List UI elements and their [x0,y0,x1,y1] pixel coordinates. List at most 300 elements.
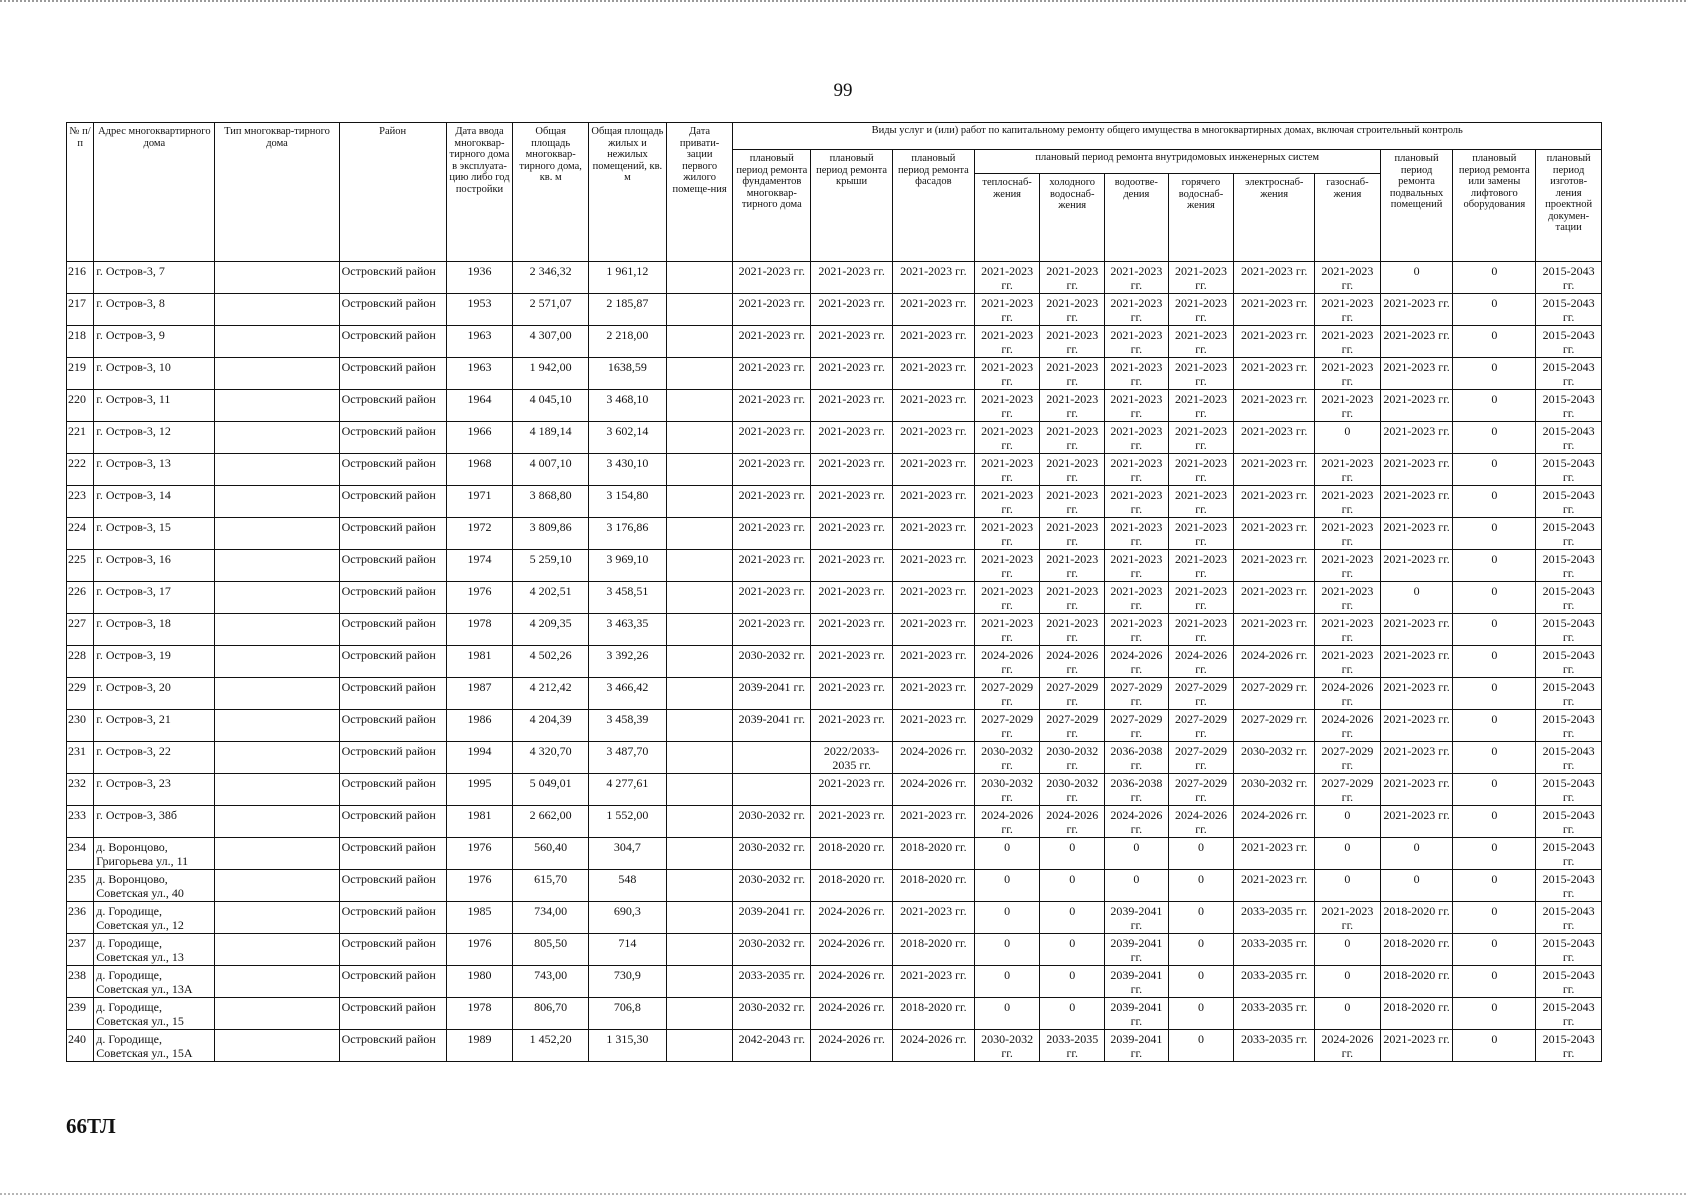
cell-roof: 2018-2020 гг. [811,870,893,902]
cell-no: 237 [67,934,94,966]
cell-design: 2015-2043 гг. [1536,838,1602,870]
table-row [67,422,1602,454]
cell-design: 2015-2043 гг. [1536,582,1602,614]
cell-type [215,870,339,902]
cell-elec: 2021-2023 гг. [1234,870,1315,902]
header-type: Тип многоквар-тирного дома [215,123,339,262]
cell-type [215,582,339,614]
cell-roof: 2021-2023 гг. [811,486,893,518]
cell-facade: 2021-2023 гг. [892,390,974,422]
cell-lift: 0 [1453,518,1536,550]
cell-foundation: 2021-2023 гг. [733,326,811,358]
cell-design: 2015-2043 гг. [1536,518,1602,550]
cell-address: г. Остров-3, 16 [94,550,215,582]
cell-cold: 2021-2023 гг. [1040,326,1105,358]
cell-hot: 2024-2026 гг. [1168,646,1234,678]
cell-priv [666,902,733,934]
cell-basement: 2021-2023 гг. [1380,614,1453,646]
cell-heat: 2024-2026 гг. [974,646,1040,678]
cell-facade: 2021-2023 гг. [892,262,974,294]
cell-address: д. Городище, Советская ул., 15А [94,1030,215,1062]
cell-district: Островский район [339,550,446,582]
table-row [67,614,1602,646]
cell-address: г. Остров-3, 13 [94,454,215,486]
cell-design: 2015-2043 гг. [1536,422,1602,454]
cell-facade: 2024-2026 гг. [892,742,974,774]
cell-roof: 2024-2026 гг. [811,934,893,966]
cell-drain: 2036-2038 гг. [1105,774,1169,806]
cell-gas: 2021-2023 гг. [1315,518,1381,550]
cell-cold: 2021-2023 гг. [1040,486,1105,518]
cell-facade: 2021-2023 гг. [892,454,974,486]
cell-hot: 0 [1168,934,1234,966]
cell-gas: 2021-2023 гг. [1315,550,1381,582]
cell-basement: 2021-2023 гг. [1380,518,1453,550]
cell-gas: 2021-2023 гг. [1315,902,1381,934]
footer-code: 66ТЛ [66,1114,116,1138]
cell-elec: 2033-2035 гг. [1234,1030,1315,1062]
cell-foundation: 2021-2023 гг. [733,582,811,614]
cell-total: 3 809,86 [513,518,589,550]
cell-cold: 2030-2032 гг. [1040,774,1105,806]
cell-lift: 0 [1453,550,1536,582]
cell-drain: 2024-2026 гг. [1105,806,1169,838]
cell-basement: 2021-2023 гг. [1380,454,1453,486]
cell-foundation [733,774,811,806]
cell-lift: 0 [1453,1030,1536,1062]
cell-roof: 2021-2023 гг. [811,294,893,326]
cell-total: 560,40 [513,838,589,870]
cell-priv [666,646,733,678]
cell-basement: 2021-2023 гг. [1380,646,1453,678]
cell-no: 235 [67,870,94,902]
cell-foundation: 2021-2023 гг. [733,614,811,646]
cell-elec: 2021-2023 гг. [1234,454,1315,486]
cell-facade: 2021-2023 гг. [892,806,974,838]
cell-cold: 2021-2023 гг. [1040,294,1105,326]
cell-drain: 2021-2023 гг. [1105,390,1169,422]
cell-address: г. Остров-3, 17 [94,582,215,614]
cell-no: 218 [67,326,94,358]
cell-gas: 2021-2023 гг. [1315,582,1381,614]
cell-cold: 0 [1040,998,1105,1030]
cell-total: 734,00 [513,902,589,934]
cell-total: 4 045,10 [513,390,589,422]
cell-facade: 2021-2023 гг. [892,902,974,934]
cell-type [215,838,339,870]
cell-basement: 2018-2020 гг. [1380,998,1453,1030]
cell-basement: 2021-2023 гг. [1380,390,1453,422]
cell-living: 3 154,80 [589,486,667,518]
cell-lift: 0 [1453,582,1536,614]
cell-foundation: 2039-2041 гг. [733,902,811,934]
cell-lift: 0 [1453,870,1536,902]
cell-roof: 2021-2023 гг. [811,422,893,454]
cell-cold: 2027-2029 гг. [1040,678,1105,710]
cell-gas: 2021-2023 гг. [1315,646,1381,678]
cell-no: 230 [67,710,94,742]
cell-total: 1 942,00 [513,358,589,390]
cell-total: 805,50 [513,934,589,966]
cell-facade: 2018-2020 гг. [892,870,974,902]
cell-roof: 2024-2026 гг. [811,998,893,1030]
cell-foundation: 2021-2023 гг. [733,294,811,326]
cell-facade: 2021-2023 гг. [892,326,974,358]
cell-type [215,998,339,1030]
cell-no: 224 [67,518,94,550]
cell-total: 4 189,14 [513,422,589,454]
header-hot-water: горячего водоснаб-жения [1168,174,1234,262]
cell-total: 615,70 [513,870,589,902]
header-electricity: электроснаб-жения [1234,174,1315,262]
cell-year: 1981 [446,806,513,838]
cell-priv [666,1030,733,1062]
table-row [67,678,1602,710]
cell-priv [666,678,733,710]
cell-cold: 2033-2035 гг. [1040,1030,1105,1062]
cell-drain: 2036-2038 гг. [1105,742,1169,774]
cell-cold: 0 [1040,870,1105,902]
cell-total: 4 202,51 [513,582,589,614]
header-facade: плановый период ремонта фасадов [892,150,974,262]
cell-elec: 2021-2023 гг. [1234,582,1315,614]
cell-foundation: 2030-2032 гг. [733,806,811,838]
cell-design: 2015-2043 гг. [1536,774,1602,806]
cell-lift: 0 [1453,774,1536,806]
header-gas: газоснаб-жения [1315,174,1381,262]
cell-address: г. Остров-3, 19 [94,646,215,678]
table-row [67,294,1602,326]
cell-design: 2015-2043 гг. [1536,1030,1602,1062]
cell-address: д. Городище, Советская ул., 13 [94,934,215,966]
cell-no: 233 [67,806,94,838]
cell-heat: 2030-2032 гг. [974,1030,1040,1062]
cell-year: 1980 [446,966,513,998]
cell-foundation: 2030-2032 гг. [733,998,811,1030]
cell-roof: 2021-2023 гг. [811,262,893,294]
cell-type [215,646,339,678]
cell-living: 714 [589,934,667,966]
cell-basement: 2021-2023 гг. [1380,358,1453,390]
cell-cold: 2021-2023 гг. [1040,550,1105,582]
cell-priv [666,966,733,998]
cell-type [215,390,339,422]
cell-design: 2015-2043 гг. [1536,678,1602,710]
cell-district: Островский район [339,422,446,454]
cell-basement: 0 [1380,262,1453,294]
cell-living: 3 176,86 [589,518,667,550]
cell-basement: 2021-2023 гг. [1380,294,1453,326]
cell-priv [666,550,733,582]
cell-hot: 2021-2023 гг. [1168,486,1234,518]
cell-address: г. Остров-3, 21 [94,710,215,742]
table-row [67,806,1602,838]
cell-drain: 2027-2029 гг. [1105,678,1169,710]
cell-gas: 0 [1315,870,1381,902]
cell-roof: 2024-2026 гг. [811,1030,893,1062]
cell-district: Островский район [339,294,446,326]
cell-roof: 2021-2023 гг. [811,710,893,742]
cell-priv [666,614,733,646]
header-privatization-date: Дата привати-зации первого жилого помеще-ния [666,123,733,262]
cell-district: Островский район [339,646,446,678]
cell-cold: 2024-2026 гг. [1040,646,1105,678]
cell-address: д. Городище, Советская ул., 12 [94,902,215,934]
cell-foundation: 2021-2023 гг. [733,454,811,486]
cell-type [215,550,339,582]
cell-district: Островский район [339,998,446,1030]
cell-type [215,902,339,934]
cell-district: Островский район [339,710,446,742]
cell-cold: 2021-2023 гг. [1040,518,1105,550]
cell-lift: 0 [1453,614,1536,646]
cell-cold: 0 [1040,838,1105,870]
cell-facade: 2021-2023 гг. [892,358,974,390]
cell-total: 2 662,00 [513,806,589,838]
cell-living: 706,8 [589,998,667,1030]
cell-district: Островский район [339,454,446,486]
cell-heat: 2030-2032 гг. [974,742,1040,774]
cell-total: 5 259,10 [513,550,589,582]
cell-living: 2 185,87 [589,294,667,326]
cell-district: Островский район [339,870,446,902]
cell-total: 5 049,01 [513,774,589,806]
cell-type [215,710,339,742]
cell-year: 1994 [446,742,513,774]
cell-living: 548 [589,870,667,902]
cell-heat: 2021-2023 гг. [974,582,1040,614]
cell-lift: 0 [1453,326,1536,358]
cell-cold: 2024-2026 гг. [1040,806,1105,838]
cell-facade: 2021-2023 гг. [892,422,974,454]
cell-address: г. Остров-3, 8 [94,294,215,326]
cell-facade: 2021-2023 гг. [892,486,974,518]
cell-total: 4 502,26 [513,646,589,678]
cell-hot: 0 [1168,998,1234,1030]
cell-hot: 2021-2023 гг. [1168,294,1234,326]
cell-living: 1638,59 [589,358,667,390]
cell-roof: 2021-2023 гг. [811,358,893,390]
scan-edge-bottom [0,1193,1686,1198]
cell-foundation: 2021-2023 гг. [733,422,811,454]
cell-design: 2015-2043 гг. [1536,550,1602,582]
cell-cold: 2021-2023 гг. [1040,390,1105,422]
table-row [67,582,1602,614]
cell-year: 1966 [446,422,513,454]
cell-foundation: 2030-2032 гг. [733,870,811,902]
table-row [67,742,1602,774]
cell-type [215,806,339,838]
cell-priv [666,326,733,358]
cell-heat: 2021-2023 гг. [974,454,1040,486]
cell-design: 2015-2043 гг. [1536,294,1602,326]
header-district: Район [339,123,446,262]
cell-roof: 2021-2023 гг. [811,614,893,646]
cell-no: 217 [67,294,94,326]
cell-address: г. Остров-3, 20 [94,678,215,710]
table-row [67,390,1602,422]
cell-foundation: 2039-2041 гг. [733,678,811,710]
cell-design: 2015-2043 гг. [1536,902,1602,934]
cell-hot: 2021-2023 гг. [1168,454,1234,486]
cell-year: 1963 [446,358,513,390]
cell-hot: 2027-2029 гг. [1168,678,1234,710]
cell-gas: 0 [1315,838,1381,870]
cell-design: 2015-2043 гг. [1536,358,1602,390]
cell-foundation [733,742,811,774]
cell-elec: 2021-2023 гг. [1234,518,1315,550]
cell-priv [666,358,733,390]
cell-hot: 2021-2023 гг. [1168,550,1234,582]
cell-year: 1985 [446,902,513,934]
cell-roof: 2021-2023 гг. [811,454,893,486]
cell-basement: 2021-2023 гг. [1380,710,1453,742]
cell-foundation: 2021-2023 гг. [733,262,811,294]
cell-design: 2015-2043 гг. [1536,742,1602,774]
cell-address: д. Городище, Советская ул., 13А [94,966,215,998]
cell-basement: 2021-2023 гг. [1380,742,1453,774]
cell-facade: 2021-2023 гг. [892,678,974,710]
cell-gas: 2021-2023 гг. [1315,454,1381,486]
cell-district: Островский район [339,582,446,614]
cell-district: Островский район [339,902,446,934]
cell-priv [666,710,733,742]
cell-district: Островский район [339,678,446,710]
cell-lift: 0 [1453,710,1536,742]
cell-facade: 2021-2023 гг. [892,294,974,326]
cell-type [215,422,339,454]
cell-district: Островский район [339,774,446,806]
cell-hot: 2021-2023 гг. [1168,326,1234,358]
cell-type [215,742,339,774]
cell-address: г. Остров-3, 12 [94,422,215,454]
cell-living: 3 458,51 [589,582,667,614]
cell-facade: 2021-2023 гг. [892,966,974,998]
cell-year: 1978 [446,614,513,646]
cell-lift: 0 [1453,294,1536,326]
cell-no: 229 [67,678,94,710]
cell-address: д. Воронцово, Советская ул., 40 [94,870,215,902]
header-basement: плановый период ремонта подвальных помещений [1380,150,1453,262]
cell-elec: 2033-2035 гг. [1234,966,1315,998]
cell-roof: 2021-2023 гг. [811,806,893,838]
cell-gas: 0 [1315,934,1381,966]
cell-basement: 0 [1380,582,1453,614]
cell-priv [666,806,733,838]
cell-cold: 2021-2023 гг. [1040,358,1105,390]
cell-type [215,966,339,998]
cell-drain: 2021-2023 гг. [1105,582,1169,614]
cell-cold: 2027-2029 гг. [1040,710,1105,742]
cell-no: 234 [67,838,94,870]
cell-no: 240 [67,1030,94,1062]
cell-basement: 2021-2023 гг. [1380,326,1453,358]
cell-hot: 2021-2023 гг. [1168,390,1234,422]
cell-heat: 2021-2023 гг. [974,550,1040,582]
cell-heat: 2021-2023 гг. [974,262,1040,294]
cell-living: 1 552,00 [589,806,667,838]
cell-elec: 2033-2035 гг. [1234,934,1315,966]
cell-roof: 2021-2023 гг. [811,646,893,678]
cell-heat: 2021-2023 гг. [974,614,1040,646]
header-cold-water: холодного водоснаб-жения [1040,174,1105,262]
cell-roof: 2021-2023 гг. [811,326,893,358]
cell-address: г. Остров-3, 9 [94,326,215,358]
cell-district: Островский район [339,486,446,518]
cell-no: 216 [67,262,94,294]
cell-hot: 2021-2023 гг. [1168,614,1234,646]
cell-address: г. Остров-3, 10 [94,358,215,390]
cell-district: Островский район [339,614,446,646]
cell-gas: 2021-2023 гг. [1315,486,1381,518]
cell-address: г. Остров-3, 15 [94,518,215,550]
cell-basement: 2021-2023 гг. [1380,806,1453,838]
cell-design: 2015-2043 гг. [1536,262,1602,294]
cell-roof: 2021-2023 гг. [811,518,893,550]
cell-drain: 2021-2023 гг. [1105,614,1169,646]
cell-elec: 2021-2023 гг. [1234,326,1315,358]
cell-lift: 0 [1453,422,1536,454]
table-row [67,646,1602,678]
cell-design: 2015-2043 гг. [1536,934,1602,966]
header-address: Адрес многоквартирного дома [94,123,215,262]
cell-gas: 2021-2023 гг. [1315,358,1381,390]
cell-drain: 2027-2029 гг. [1105,710,1169,742]
cell-gas: 2024-2026 гг. [1315,678,1381,710]
cell-drain: 0 [1105,870,1169,902]
cell-heat: 0 [974,838,1040,870]
cell-hot: 0 [1168,902,1234,934]
cell-priv [666,262,733,294]
cell-year: 1976 [446,582,513,614]
cell-cold: 2030-2032 гг. [1040,742,1105,774]
cell-cold: 0 [1040,966,1105,998]
cell-facade: 2021-2023 гг. [892,646,974,678]
cell-total: 3 868,80 [513,486,589,518]
cell-year: 1972 [446,518,513,550]
cell-type [215,326,339,358]
cell-living: 3 466,42 [589,678,667,710]
cell-year: 1968 [446,454,513,486]
cell-hot: 2021-2023 гг. [1168,582,1234,614]
cell-heat: 0 [974,902,1040,934]
cell-address: г. Остров-3, 38б [94,806,215,838]
cell-district: Островский район [339,966,446,998]
table-row [67,902,1602,934]
cell-hot: 2021-2023 гг. [1168,518,1234,550]
cell-year: 1936 [446,262,513,294]
cell-facade: 2018-2020 гг. [892,838,974,870]
cell-gas: 2021-2023 гг. [1315,614,1381,646]
cell-district: Островский район [339,390,446,422]
cell-priv [666,934,733,966]
cell-elec: 2021-2023 гг. [1234,358,1315,390]
cell-basement: 2021-2023 гг. [1380,422,1453,454]
cell-roof: 2024-2026 гг. [811,902,893,934]
cell-address: г. Остров-3, 7 [94,262,215,294]
header-foundation: плановый период ремонта фундаментов многоквар-тирного дома [733,150,811,262]
cell-heat: 0 [974,870,1040,902]
cell-elec: 2021-2023 гг. [1234,550,1315,582]
cell-foundation: 2033-2035 гг. [733,966,811,998]
cell-design: 2015-2043 гг. [1536,614,1602,646]
cell-year: 1971 [446,486,513,518]
cell-hot: 2021-2023 гг. [1168,358,1234,390]
cell-year: 1963 [446,326,513,358]
cell-design: 2015-2043 гг. [1536,454,1602,486]
cell-basement: 2018-2020 гг. [1380,934,1453,966]
cell-hot: 2027-2029 гг. [1168,710,1234,742]
